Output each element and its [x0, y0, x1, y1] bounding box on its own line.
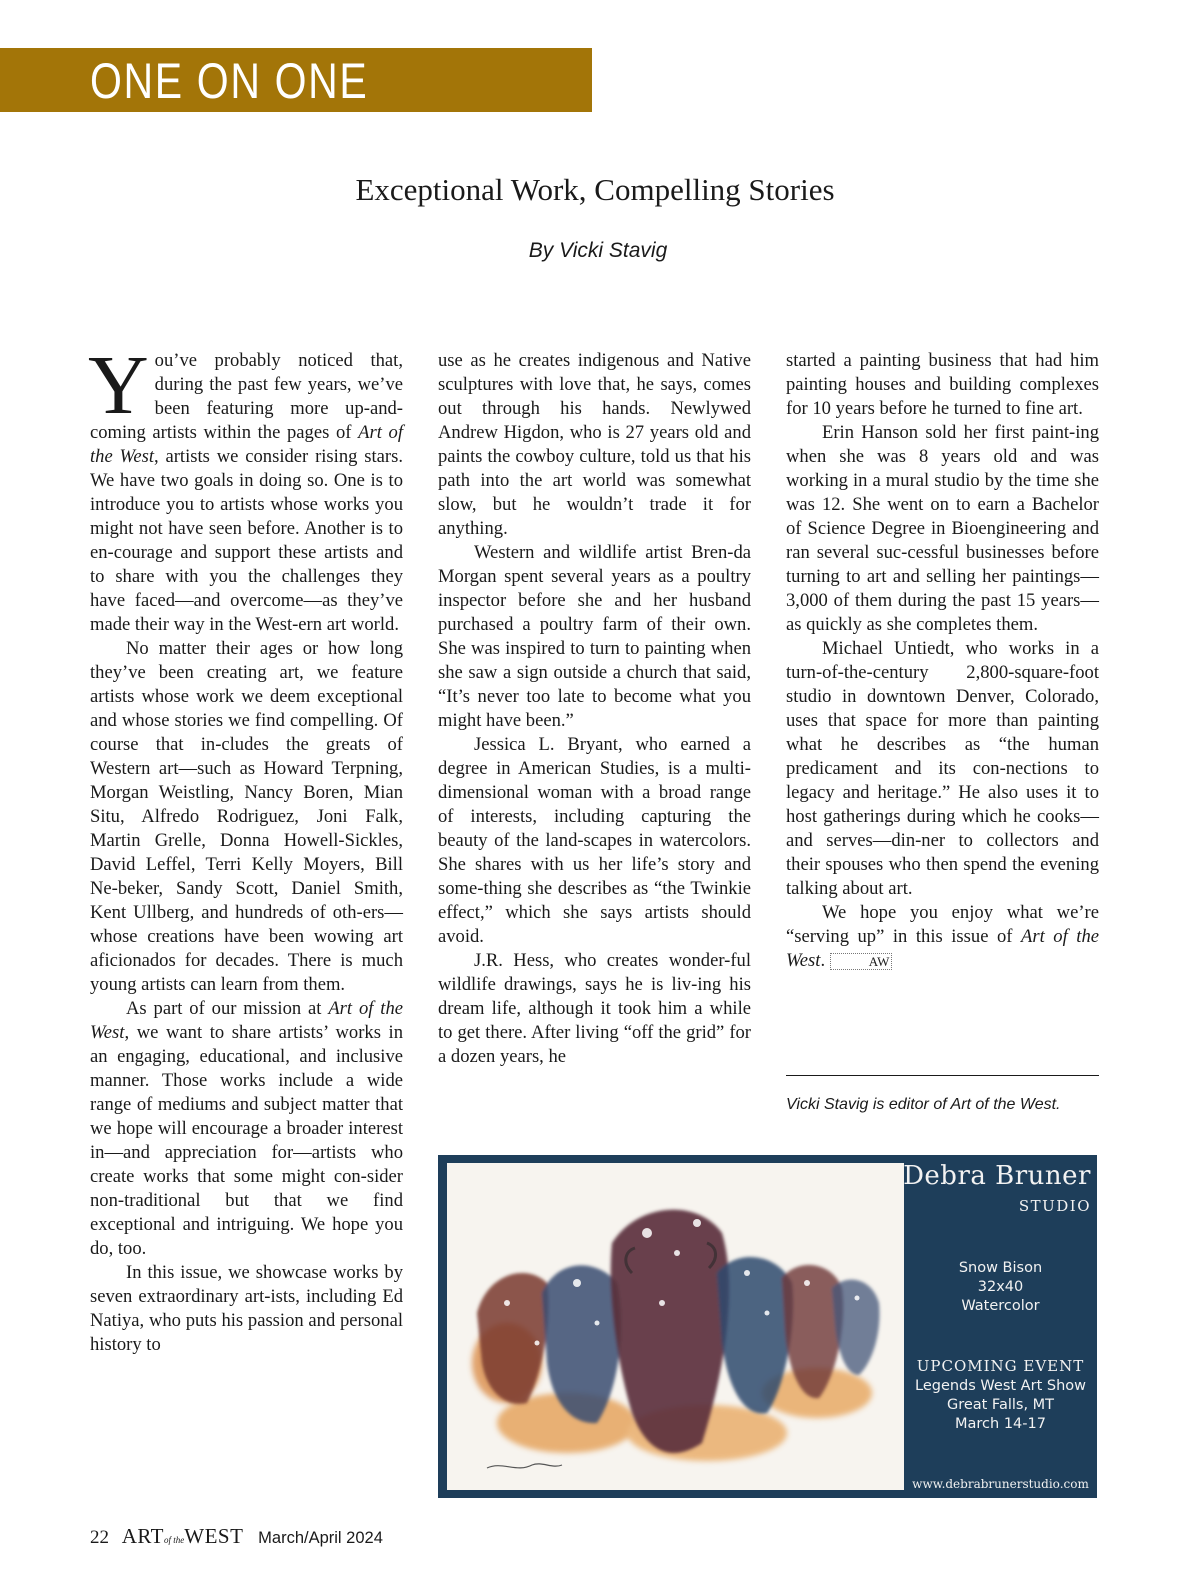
magazine-title-italic: Art of the West	[90, 422, 403, 467]
paragraph: Jessica L. Bryant, who earned a degree in American Studies, is a multi-dimensional woman with a broad range of interests, including capturing the beauty of the land-scapes in watercolors. She shares with us her life’s story and some-thing she describes as “the Twinkie effect,” which she says artists should avoid.	[438, 734, 751, 947]
article-byline: By Vicki Stavig	[528, 239, 668, 262]
magazine-title-italic: Art of the West	[786, 926, 1099, 971]
paragraph: No matter their ages or how long they’ve been creating art, we feature artists whose work we deem exceptional and whose stories we find compelling. Of course that in-cludes the greats of Western art—such as Howard Terpning, Morgan Weistling, Nancy Boren, Mian Situ, Alfredo Rodriguez, Joni Falk, Martin Grelle, Donna Howell-Sickles, David Leffel, Terri Kelly Moyers, Bill Ne-beker, Sandy Scott, Daniel Smith, Kent Ullberg, and hundreds of oth-ers—whose creations have been wowing art aficionados for decades. There is much young artists can learn from them.	[90, 638, 403, 995]
text-run: As part of our mission at	[126, 998, 329, 1019]
ad-event-info	[904, 1377, 1097, 1434]
ad-event-title: UPCOMING EVENT	[916, 1357, 1085, 1375]
ad-studio-label: STUDIO	[1018, 1197, 1091, 1215]
paragraph: started a painting business that had him painting houses and building complexes for 10 years before he turned to fine art.	[786, 350, 1099, 419]
text-run: We hope you enjoy what we’re “serving up” in this issue of	[786, 902, 1099, 947]
ad-event-name: Legends West Art Show	[915, 1378, 1086, 1394]
ad-painting-size: 32x40	[977, 1279, 1024, 1295]
logo-art: ART	[121, 1524, 164, 1548]
text-run: ou’ve probably noticed that, during the past few years, we’ve been featuring more up-and-coming artists within the pages of	[90, 350, 403, 443]
logo-west: WEST	[184, 1524, 244, 1548]
page-number: 22	[90, 1527, 109, 1548]
ad-event-location: Great Falls, MT	[946, 1397, 1055, 1413]
ad-info-panel	[904, 1155, 1097, 1498]
article-column-2	[438, 349, 751, 1069]
paragraph	[90, 997, 403, 1261]
text-run: .	[820, 950, 826, 971]
page-footer	[90, 1524, 383, 1549]
paragraph: Western and wildlife artist Bren-da Morgan spent several years as a poultry inspector before she and her husband purchased a poultry farm of their own. She was inspired to turn to painting when she saw a sign outside a church that said, “It’s never too late to become what you might have been.”	[438, 542, 751, 731]
drop-cap: Y	[88, 339, 149, 432]
logo-of-the: of the	[164, 1535, 185, 1545]
paragraph	[786, 901, 1099, 973]
ad-website-link[interactable]: www.debrabrunerstudio.com	[912, 1477, 1089, 1491]
ad-event-dates: March 14-17	[955, 1416, 1046, 1432]
issue-date: March/April 2024	[258, 1529, 383, 1547]
article-column-1	[88, 339, 403, 1357]
end-mark-icon: AW	[830, 953, 893, 970]
paragraph: Erin Hanson sold her first paint-ing when she was 8 years old and was working in a mural studio by the time she was 12. She went on to earn a Bachelor of Science Degree in Bioengineering and ran several suc-cessful businesses before turning to art and selling her paintings—3,000 of them during the past 15 years—as quickly as she completes them.	[786, 422, 1099, 635]
magazine-logo	[122, 1524, 244, 1548]
advertisement[interactable]	[438, 1155, 1097, 1498]
magazine-title-italic: Art of the West	[90, 998, 403, 1043]
ad-artist-name: Debra Bruner	[903, 1161, 1091, 1191]
paragraph: use as he creates indigenous and Native sculptures with love that, he says, comes out through his hands. Newlywed Andrew Higdon, who is 27 years old and paints the cowboy culture, told us that his path into the art world was somewhat slow, but he wouldn’t trade it for anything.	[438, 350, 751, 539]
paragraph	[88, 339, 403, 637]
editor-note: Vicki Stavig is editor of Art of the West.	[786, 1096, 1061, 1113]
ad-painting-info	[904, 1259, 1097, 1316]
article-headline: Exceptional Work, Compelling Stories	[355, 172, 835, 207]
ad-painting-title: Snow Bison	[958, 1260, 1043, 1276]
divider	[786, 1075, 1099, 1076]
paragraph: In this issue, we showcase works by seven extraordinary art-ists, including Ed Natiya, who puts his passion and personal history to	[90, 1262, 403, 1355]
text-run: , we want to share artists’ works in an engaging, educational, and inclusive manner. Those works include a wide range of mediums and subject matter that we hope will encourage a broader interest in—and appreciation for—artists who create works that some might con-sider non-traditional but that we find exceptional and intriguing. We hope you do, too.	[90, 1022, 403, 1259]
bison-painting-image	[447, 1163, 904, 1490]
article-column-3	[786, 349, 1099, 973]
paragraph: J.R. Hess, who creates wonder-ful wildlife drawings, says he is liv-ing his dream life, although it took him a while to get there. After living “off the grid” for a dozen years, he	[438, 950, 751, 1067]
text-run: , artists we consider rising stars. We have two goals in doing so. One is to introduce you to artists whose works you might not have seen before. Another is to en-courage and support these artists and to share with you the challenges they have faced—and overcome—as they’ve made their way in the West-ern art world.	[90, 446, 403, 635]
section-label: ONE ON ONE	[90, 53, 369, 109]
ad-painting-medium: Watercolor	[961, 1298, 1040, 1314]
paragraph: Michael Untiedt, who works in a turn-of-the-century 2,800-square-foot studio in downtown Denver, Colorado, uses that space for more than painting what he describes as “the human predicament and its con-nections to legacy and heritage.” He also uses it to host gatherings during which he cooks—and serves—din-ner to collectors and their spouses who then spend the evening talking about art.	[786, 638, 1099, 899]
bison-watercolor-illustration	[447, 1163, 904, 1490]
